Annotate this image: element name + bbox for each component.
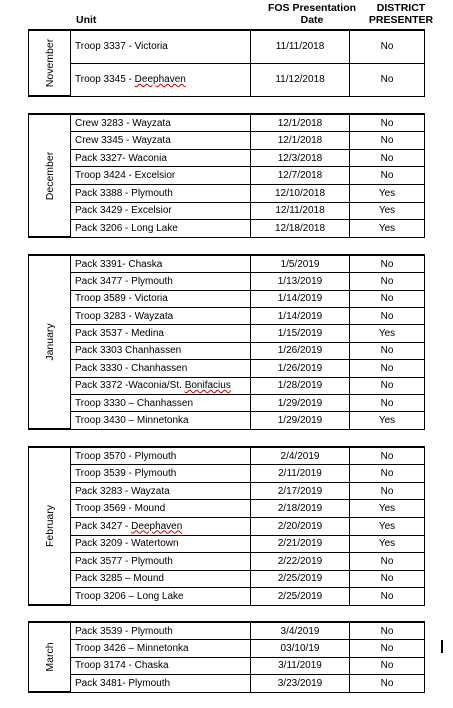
unit-cell: Pack 3539 - Plymouth bbox=[71, 623, 251, 640]
table-row bbox=[29, 377, 424, 394]
presenter-cell: No bbox=[350, 588, 425, 605]
unit-cell: Troop 3424 - Excelsior bbox=[71, 167, 251, 185]
unit-cell: Pack 3327- Waconia bbox=[71, 149, 251, 167]
unit-cell: Pack 3330 - Chanhassen bbox=[71, 360, 251, 377]
month-label-cell bbox=[29, 448, 71, 605]
unit-cell: Troop 3345 - Deephaven bbox=[71, 63, 251, 95]
date-cell: 12/3/2018 bbox=[251, 149, 350, 167]
date-cell: 2/17/2019 bbox=[251, 482, 350, 500]
month-label-cell bbox=[29, 623, 71, 692]
presenter-cell: No bbox=[350, 448, 425, 465]
text-cursor bbox=[441, 640, 443, 653]
date-cell: 3/23/2019 bbox=[251, 675, 350, 692]
table-row bbox=[29, 202, 424, 220]
unit-cell: Troop 3430 – Minnetonka bbox=[71, 412, 251, 429]
date-cell: 1/13/2019 bbox=[251, 273, 350, 290]
date-cell: 12/1/2018 bbox=[251, 132, 350, 150]
month-section-december bbox=[28, 113, 425, 238]
unit-cell: Troop 3330 – Chanhassen bbox=[71, 394, 251, 411]
presenter-cell: No bbox=[350, 657, 425, 674]
date-cell: 1/28/2019 bbox=[251, 377, 350, 394]
table-row bbox=[29, 31, 424, 63]
unit-cell: Troop 3570 - Plymouth bbox=[71, 448, 251, 465]
presenter-cell: No bbox=[350, 273, 425, 290]
unit-cell: Pack 3303 Chanhassen bbox=[71, 342, 251, 359]
date-cell: 2/21/2019 bbox=[251, 535, 350, 553]
table-row bbox=[29, 394, 424, 411]
date-cell: 12/11/2018 bbox=[251, 202, 350, 220]
presenter-cell: No bbox=[350, 482, 425, 500]
month-section-november bbox=[28, 29, 425, 97]
column-header-unit: Unit bbox=[76, 14, 97, 26]
unit-cell: Pack 3481- Plymouth bbox=[71, 675, 251, 692]
date-cell: 11/11/2018 bbox=[251, 31, 350, 63]
date-cell: 1/14/2019 bbox=[251, 307, 350, 324]
date-cell: 12/10/2018 bbox=[251, 185, 350, 203]
table-row bbox=[29, 517, 424, 535]
presenter-cell: No bbox=[350, 132, 425, 150]
table-row bbox=[29, 623, 424, 640]
date-cell: 3/11/2019 bbox=[251, 657, 350, 674]
unit-cell: Troop 3589 - Victoria bbox=[71, 290, 251, 307]
table-row bbox=[29, 535, 424, 553]
presenter-cell: No bbox=[350, 307, 425, 324]
date-cell: 12/18/2018 bbox=[251, 220, 350, 237]
date-cell: 2/18/2019 bbox=[251, 500, 350, 518]
table-row bbox=[29, 500, 424, 518]
presenter-cell: Yes bbox=[350, 185, 425, 203]
unit-cell: Troop 3206 – Long Lake bbox=[71, 588, 251, 605]
table-row bbox=[29, 307, 424, 324]
table-row bbox=[29, 63, 424, 95]
month-section-february bbox=[28, 446, 425, 606]
table-row bbox=[29, 360, 424, 377]
presenter-cell: Yes bbox=[350, 220, 425, 237]
presenter-cell: No bbox=[350, 63, 425, 95]
unit-cell: Troop 3569 - Mound bbox=[71, 500, 251, 518]
date-cell: 2/25/2019 bbox=[251, 570, 350, 588]
presenter-cell: Yes bbox=[350, 535, 425, 553]
table-row bbox=[29, 273, 424, 290]
month-label: March bbox=[43, 642, 56, 672]
unit-cell: Pack 3427 - Deephaven bbox=[71, 517, 251, 535]
date-cell: 1/29/2019 bbox=[251, 394, 350, 411]
month-section-march bbox=[28, 621, 425, 693]
table-row bbox=[29, 412, 424, 429]
presenter-cell: No bbox=[350, 256, 425, 273]
table-row bbox=[29, 482, 424, 500]
date-cell: 1/29/2019 bbox=[251, 412, 350, 429]
presenter-cell: Yes bbox=[350, 412, 425, 429]
presenter-cell: Yes bbox=[350, 500, 425, 518]
presenter-cell: No bbox=[350, 675, 425, 692]
presenter-cell: No bbox=[350, 570, 425, 588]
month-label: November bbox=[43, 38, 56, 88]
table-row bbox=[29, 185, 424, 203]
month-label: January bbox=[43, 323, 56, 361]
presenter-cell: Yes bbox=[350, 517, 425, 535]
table-row bbox=[29, 465, 424, 483]
presenter-cell: Yes bbox=[350, 325, 425, 342]
date-cell: 2/11/2019 bbox=[251, 465, 350, 483]
table-row bbox=[29, 657, 424, 674]
unit-cell: Pack 3206 - Long Lake bbox=[71, 220, 251, 237]
unit-cell: Troop 3283 - Wayzata bbox=[71, 307, 251, 324]
presenter-cell: No bbox=[350, 465, 425, 483]
table-row bbox=[29, 132, 424, 150]
date-cell: 2/22/2019 bbox=[251, 553, 350, 571]
column-header-district-presenter: DISTRICT PRESENTER bbox=[368, 2, 434, 26]
unit-cell: Pack 3429 - Excelsior bbox=[71, 202, 251, 220]
date-cell: 1/14/2019 bbox=[251, 290, 350, 307]
date-cell: 2/4/2019 bbox=[251, 448, 350, 465]
month-label-cell bbox=[29, 31, 71, 96]
table-row bbox=[29, 325, 424, 342]
table-row bbox=[29, 290, 424, 307]
date-cell: 2/25/2019 bbox=[251, 588, 350, 605]
unit-cell: Crew 3345 - Wayzata bbox=[71, 132, 251, 150]
table-row bbox=[29, 167, 424, 185]
unit-cell: Troop 3174 - Chaska bbox=[71, 657, 251, 674]
table-row bbox=[29, 640, 424, 657]
month-section-january bbox=[28, 254, 425, 430]
column-header-fos-date: FOS Presentation Date bbox=[267, 2, 357, 26]
month-label: December bbox=[43, 151, 56, 200]
month-label-cell bbox=[29, 115, 71, 237]
presenter-cell: No bbox=[350, 377, 425, 394]
unit-cell: Pack 3209 - Watertown bbox=[71, 535, 251, 553]
table-row bbox=[29, 553, 424, 571]
unit-cell: Troop 3337 - Victoria bbox=[71, 31, 251, 63]
unit-cell: Troop 3426 – Minnetonka bbox=[71, 640, 251, 657]
presenter-cell: No bbox=[350, 31, 425, 63]
table-row bbox=[29, 115, 424, 132]
presenter-cell: No bbox=[350, 360, 425, 377]
presenter-cell: No bbox=[350, 394, 425, 411]
presenter-cell: No bbox=[350, 640, 425, 657]
month-label: February bbox=[43, 504, 56, 548]
date-cell: 1/26/2019 bbox=[251, 342, 350, 359]
date-cell: 1/5/2019 bbox=[251, 256, 350, 273]
unit-cell: Pack 3391- Chaska bbox=[71, 256, 251, 273]
table-row bbox=[29, 588, 424, 605]
table-row bbox=[29, 220, 424, 237]
presenter-cell: No bbox=[350, 167, 425, 185]
presenter-cell: No bbox=[350, 149, 425, 167]
unit-cell: Pack 3477 - Plymouth bbox=[71, 273, 251, 290]
table-row bbox=[29, 342, 424, 359]
presenter-cell: No bbox=[350, 623, 425, 640]
table-row bbox=[29, 256, 424, 273]
unit-cell: Pack 3577 - Plymouth bbox=[71, 553, 251, 571]
date-cell: 2/20/2019 bbox=[251, 517, 350, 535]
date-cell: 03/10/19 bbox=[251, 640, 350, 657]
unit-cell: Pack 3537 - Medina bbox=[71, 325, 251, 342]
presenter-cell: No bbox=[350, 115, 425, 132]
unit-cell: Pack 3283 - Wayzata bbox=[71, 482, 251, 500]
date-cell: 1/15/2019 bbox=[251, 325, 350, 342]
table-row bbox=[29, 448, 424, 465]
unit-cell: Crew 3283 - Wayzata bbox=[71, 115, 251, 132]
table-row bbox=[29, 570, 424, 588]
table-row bbox=[29, 149, 424, 167]
table-row bbox=[29, 675, 424, 692]
date-cell: 12/1/2018 bbox=[251, 115, 350, 132]
date-cell: 12/7/2018 bbox=[251, 167, 350, 185]
date-cell: 11/12/2018 bbox=[251, 63, 350, 95]
unit-cell: Pack 3285 – Mound bbox=[71, 570, 251, 588]
unit-cell: Troop 3539 - Plymouth bbox=[71, 465, 251, 483]
presenter-cell: No bbox=[350, 290, 425, 307]
presenter-cell: No bbox=[350, 553, 425, 571]
month-label-cell bbox=[29, 256, 71, 429]
presenter-cell: Yes bbox=[350, 202, 425, 220]
unit-cell: Pack 3388 - Plymouth bbox=[71, 185, 251, 203]
date-cell: 1/26/2019 bbox=[251, 360, 350, 377]
presenter-cell: No bbox=[350, 342, 425, 359]
unit-cell: Pack 3372 -Waconia/St. Bonifacius bbox=[71, 377, 251, 394]
date-cell: 3/4/2019 bbox=[251, 623, 350, 640]
